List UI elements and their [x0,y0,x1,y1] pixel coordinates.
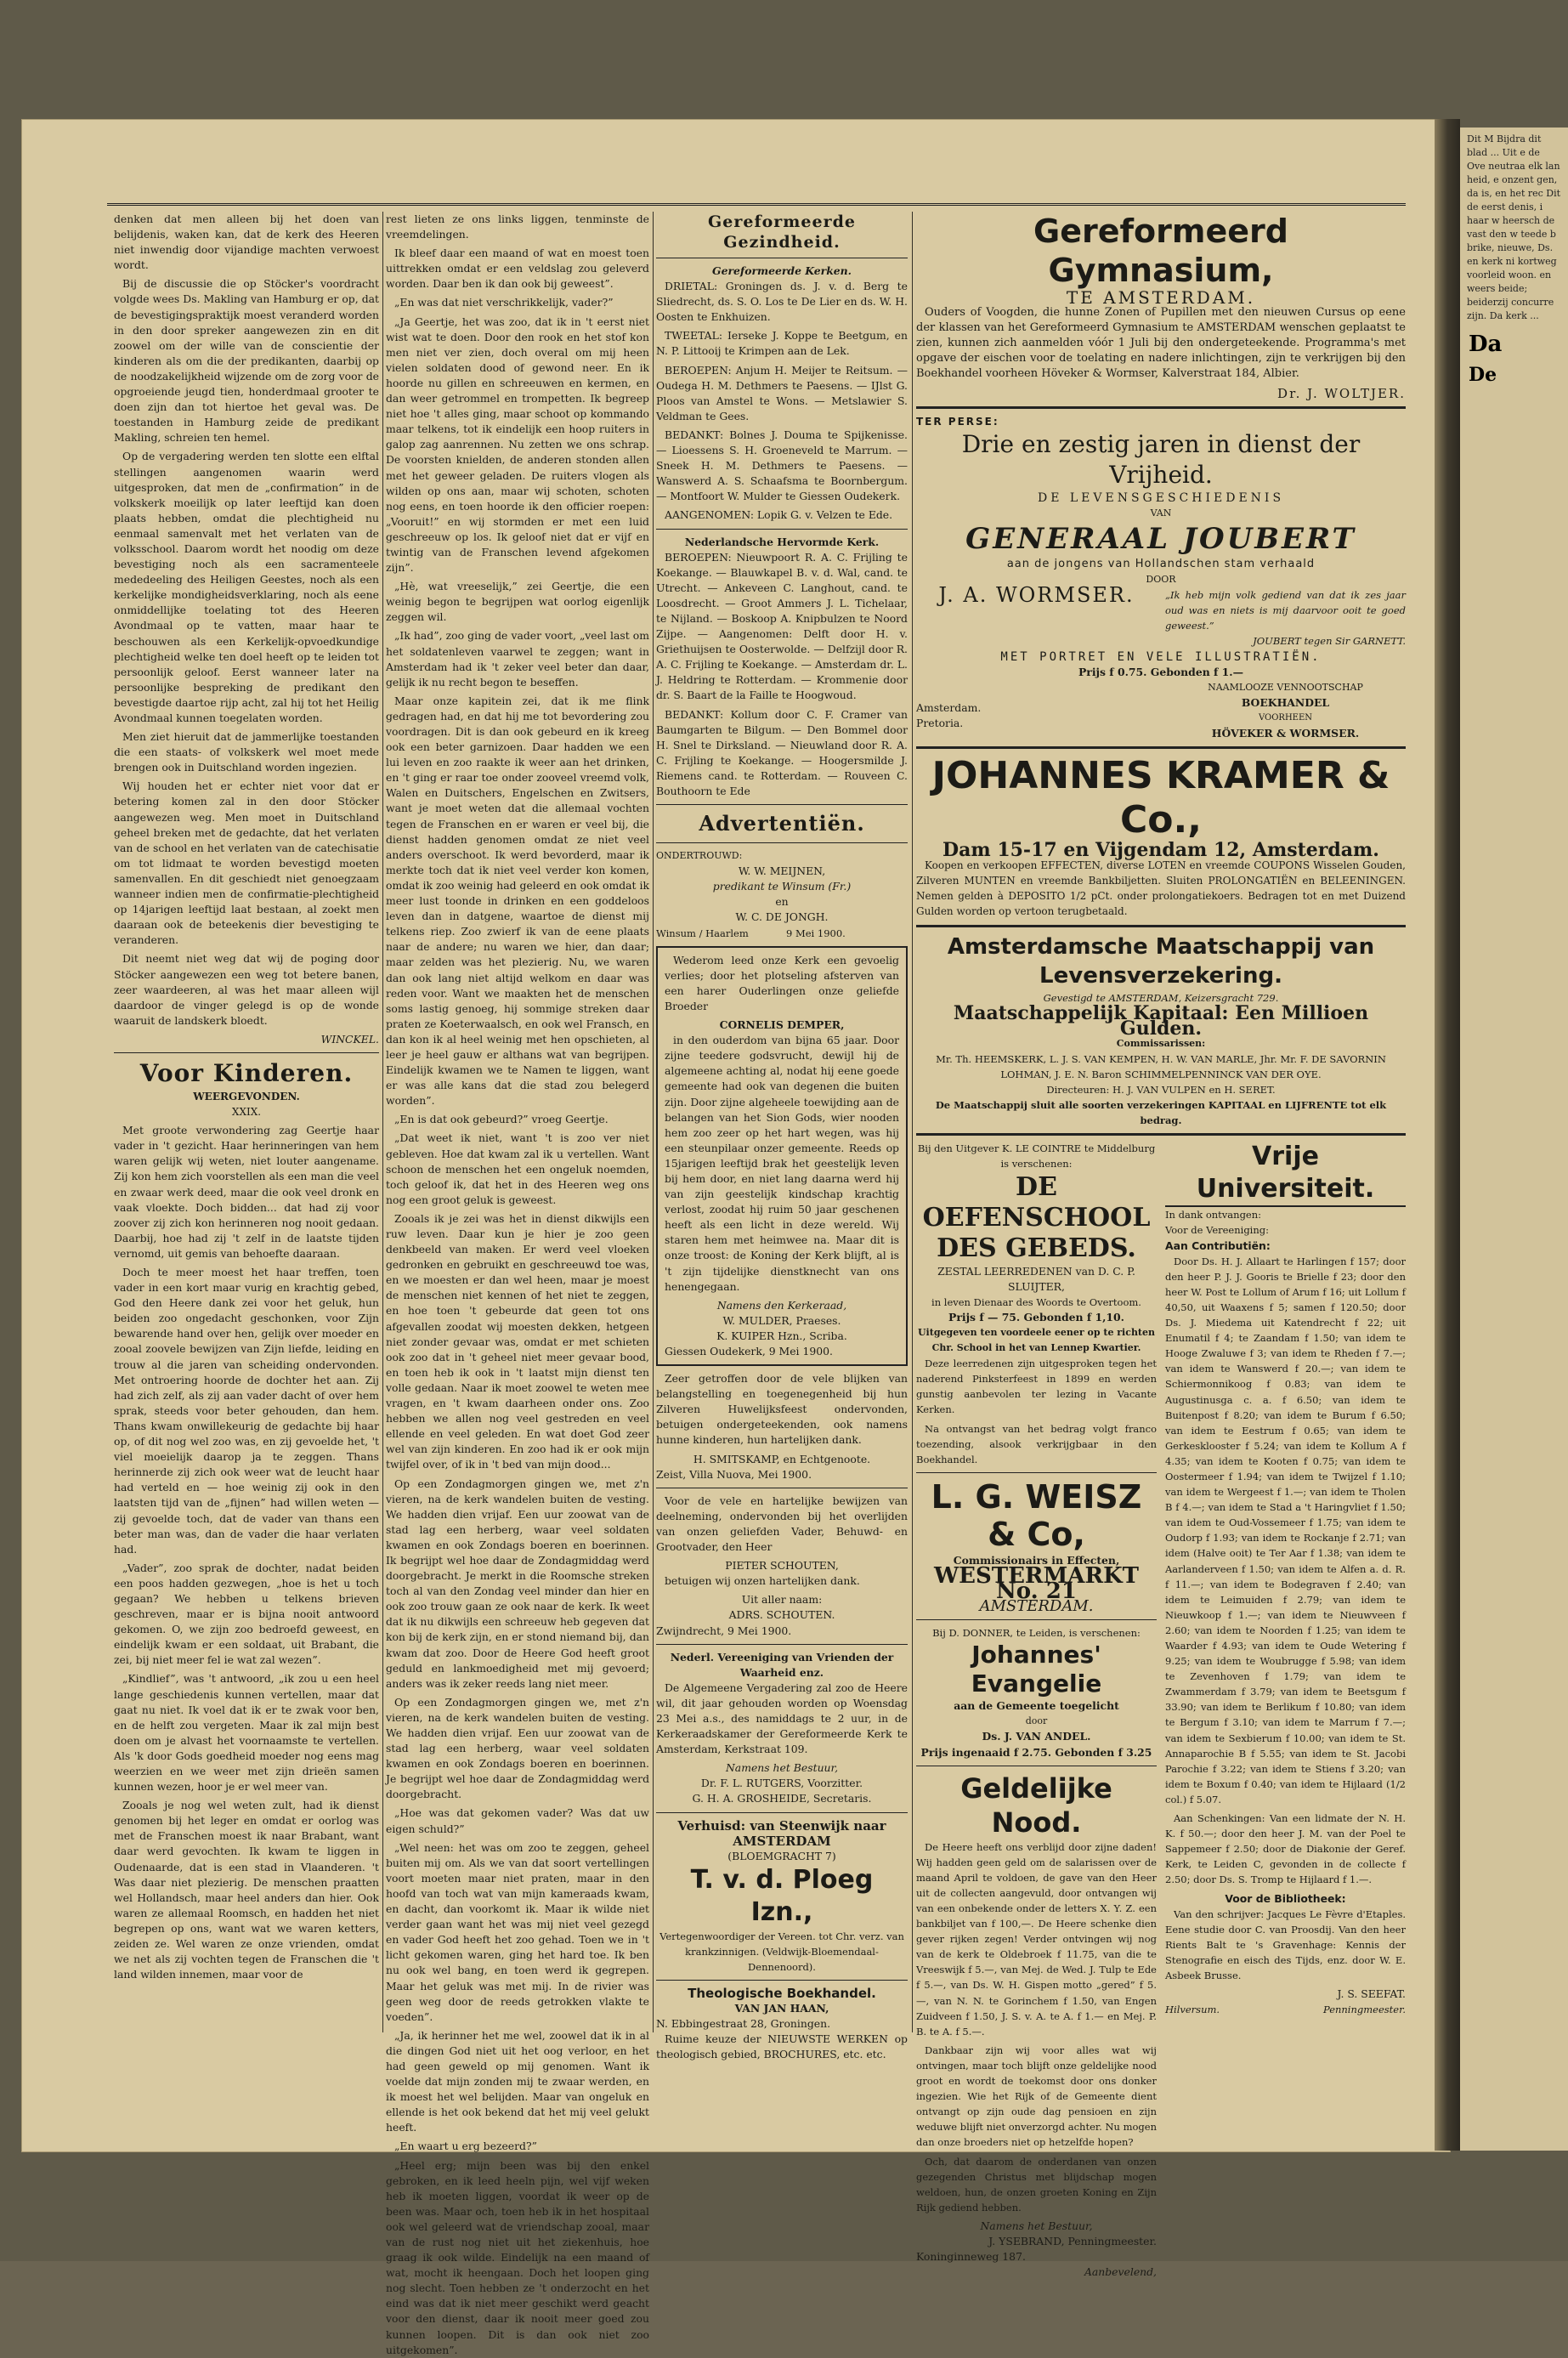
publisher-line: BOEKHANDEL [1241,695,1330,709]
story-paragraph: Op een Zondagmorgen gingen we, met z'n vieren, na de kerk wandelen buiten de vesting. We hadden dien vrijaf. Een uur zoowat van de stad lag een herberg, waar veel soldaten kwamen en ook Zondags boeren en boerinnen. Je begrijpt wel hoe daar de Zondagmiddag werd doorgebracht. [386,1695,649,1801]
aanbevelend: Aanbevelend, [1084,2265,1157,2279]
book-quote [1165,587,1406,649]
adjacent-page-text: Dit M Bijdra dit blad ... Uit e de Ove neutraa elk lan heid, e onzent gen, da is, en het rec Dit de eerst denis, i haar w heersch de vast den w teede b brike, nieuwe, Ds. en kerk ni kortweg voorleid woon. en weers beide; beiderzij concurre zijn. Da kerk ... [1467,133,1561,321]
column-1 [114,212,379,2032]
ondertrouwd-label: ONDERTROUWD: [656,850,743,862]
column-3 [656,212,908,2061]
ondertrouwd-name: W. C. DE JONGH. [735,910,829,924]
zestal-text: Na ontvangst van het bedrag volgt franco toezending, alsook verkrijgbaar in den Boekhandel. [916,1422,1157,1465]
maatschappij-directeuren: Directeuren: H. J. VAN VULPEN en H. SERET. [1046,1084,1276,1097]
obituary-text: Wederom leed onze Kerk een gevoelig verlies; door het plotseling afsterven van een harer Ouderlingen onze geliefde Broeder [665,953,899,1012]
ondertrouwd-name: W. W. MEIJNEN, [738,864,826,878]
thanks-name: H. SMITSKAMP, en Echtgenoote. [693,1452,871,1465]
publisher-row [916,680,1406,741]
weisz-title: L. G. WEISZ & Co, [931,1477,1142,1553]
article-paragraph: Bij de discussie die op Stöcker's voordracht volgde wees Ds. Makling van Hamburg er op, dat de bevestigingspraktijk moest veranderd worden in den door spreker aangewezen zin en dit zoowel om der wille van de conscientie der kinderen als om die der predikanten, daarbij op de noodzakelijkheid wijzende om de zorg voor de opgroeiende jeugd tien, honderdmaal grooter te doen zijn dan tot hiertoe het geval was. De toestanden in Hamburg zeide de predikant Makling, schreien ten hemel. [114,277,379,445]
story-paragraph: Op een Zondagmorgen gingen we, met z'n vieren, na de kerk wandelen buiten de vesting. We hadden dien vrijaf. Een uur zoowat van de stad lag een herberg, waar veel soldaten kwamen en ook Zondags boeren en boerinnen. Ik begrijpt wel hoe daar de Zondagmiddag werd doorgebracht. Je merkt in die Roomsche streken toch al van den Zondag veel minder dan hier en ook zoo trouw gaan ze ook naar de kerk. Ik weet dat ik nu dikwijls een schreeuw heb gegeven dat kon bij de kerk zijn, en er stond niemand bij, dan kwam dat zoo. Door de Heere God heeft groot geduld en lankmoedigheid met mij gevoerd; anders was ik zeker reeds lang niet meer. [386,1477,649,1690]
story-paragraph: Ik bleef daar een maand of wat en moest toen uittrekken omdat er een veldslag zou geleverd worden. Daar ben ik dan ook bij geweest”. [386,247,649,291]
vereeniging-heading: Nederl. Vereeniging van Vrienden der Waarheid enz. [670,1650,894,1679]
weisz-city: AMSTERDAM. [979,1597,1094,1616]
gymnasium-title: Gereformeerd Gymnasium, [1033,213,1288,289]
divider [916,1133,1406,1136]
city: Amsterdam. [916,700,982,714]
story-paragraph: „En is dat ook gebeurd?” vroeg Geertje. [394,1113,609,1126]
column-separator [912,212,913,2032]
zestal-sub: in leven Dienaar des Woords te Overtoom. [931,1295,1141,1308]
church-news: BEROEPEN: Nieuwpoort R. A. C. Frijling te Koekange. — Blauwkapel B. v. d. Wal, cand. te Utrecht. — Ankeveen C. Langhout, cand. te Loosdrecht. — Groot Ammers J. L. Tichelaar, te Nijland. — Boskoop A. Knipbulzen te Noord Zijpe. — Aangenomen: Delft door H. v. Griethuijsen te Oosterwolde. — Delfzijl door R. A. C. Frijling te Koekange. — Amsterdam dr. L. J. Heldring te Rotterdam. — Krommenie door dr. S. Baart de la Faille te Hoogwoud. [656,550,908,702]
theol-name: VAN JAN HAAN, [734,2002,829,2015]
thanks-notice: Voor de vele en hartelijke bewijzen van deelneming, ondervonden bij het overlijden van onzen geliefden Vader, Behuwd- en Grootvader, den Heer [656,1494,908,1554]
section-heading-kinderen: Voor Kinderen. [139,1058,354,1087]
ter-perse-label: TER PERSE: [916,415,999,428]
divider [656,1644,908,1645]
obituary-sign: K. KUIPER Hzn., Scriba. [716,1329,847,1342]
oefenschool-title: DE OEFENSCHOOL DES GEBEDS. [922,1171,1151,1263]
lower-ads-right [1165,1141,1406,2280]
vrije-place: Hilversum. [1165,2004,1220,2016]
story-paragraph: „Wel neen: het was om zoo te zeggen, geheel buiten mij om. Als we van dat soort vertellingen voort moeten maar niet praten, maar in den hoofd van toch wat van mijn kameraads kwam, en dacht, dan voorkomt ik. Maar ik wilde niet verder gaan want het was mij niet veel gezegd en vader God heeft het zoo gehad. Toen we in 't licht gekomen waren, ging het hard toe. Ik ben nu ook wel bang, en toen werd ik gegrepen. Maar het geluk was met mij. In de rivier was geen weg door de reeds getrokken vlakte te voeden”. [386,1840,649,2023]
johannes-door: door [1025,1715,1048,1727]
obituary-box [656,946,908,1366]
story-paragraph: Doch te meer moest het haar treffen, toen vader in een kort maar vurig en krachtig gebed, God den Heere dank zei voor het geluk, hun beiden zoo ongedacht geschonken, voor Zijn bewarende hand over hen, gelijk over moeder en zooal zoovele bewijzen van Zijn liefde, leiding en trouw al die jaren van scheiding ondervonden. Met ontroering hoorde de dochter het aan. Zij had zich zelf, als zij aan vader dacht of over hem sprak, steeds voor beter gehouden, dan hem. Thans kwam onwillekeurig de gedachte bij haar op, of dit nog wel zoo was, en zij gevoelde het, 't viel moeielijk daarop ja te zeggen. Thans herinnerde zij zich ook weer wat de leucht haar had verteld en — hoe weinig zij ook in den laatsten tijd van de „fijnen” had willen weten — zij gevoelde toch, dat de vader van thans een beter man was, dan de vader die haar verlaten had. [114,1266,379,1556]
geldelijke-text: Och, dat daarom de onderdanen van onzen gezegenden Christus met blijdschap mogen weldoen, hun, de onzen groeten Koning en Zijn Rijk gediend hebben. [916,2155,1157,2213]
geldelijke-sign: Namens het Bestuur, [980,2219,1093,2232]
ploeg-name: T. v. d. Ploeg Izn., [690,1864,874,1927]
obituary-sign: W. MULDER, Praeses. [722,1313,841,1327]
divider [656,842,908,843]
theol-text: Ruime keuze der NIEUWSTE WERKEN op theologisch gebied, BROCHURES, etc. etc. [656,2032,908,2061]
divider [114,1052,379,1053]
chapter-number: XXIX. [231,1106,262,1119]
theol-heading: Theologische Boekhandel. [688,1986,876,2002]
book-aan: aan de jongens van Hollandschen stam verhaald [1006,557,1316,570]
top-rule [107,203,1406,206]
story-paragraph: „Kindlief”, was 't antwoord, „ik zou u een heel lange geschiedenis kunnen vertellen, maar dat gaat nu niet. Ik voel dat ik er te zwak voor ben, en de helft zou vergeten. Maar ik zal mijn best doen om je alvast het voornaamste te vertellen. Als 'k door Gods goedheid moeder nog eens mag weerzien en we weer met zijn drieën samen kunnen wezen, hoor je er wel meer van. [114,1672,379,1794]
thanks-notice: betuigen wij onzen hartelijken dank. [665,1574,860,1588]
story-paragraph: „Hoe was dat gekomen vader? Was dat uw eigen schuld?” [386,1806,649,1835]
divider [656,804,908,805]
vrije-biblio-text: Van den schrijver: Jacques Le Fèvre d'Etaples. Eene studie door C. van Proosdij. Van den heer Rients Balt te 's Gravenhage: Kennis der Stenografie en eisch des Tijds, enz. door W. E. Asbeek Brusse. [1165,1907,1406,1981]
thanks-place: Zwijndrecht, 9 Mei 1900. [656,1624,792,1637]
divider [916,925,1406,927]
vrije-schenkingen: Aan Schenkingen: Van een lidmate der N. H. K. f 50.—; door den heer J. M. van der Poel te Sappemeer f 2.50; door de Diakonie der Geref. Kerk, te Leiden C, gevonden in de collecte f 2.50; door Ds. S. Tromp te Hijlaard f 1.—. [1165,1812,1406,1886]
story-paragraph: „Vader”, zoo sprak de dochter, nadat beiden een poos hadden gezwegen, „hoe is het u toch gegaan? We hebben u telkens brieven geschreven, maar er is bijna nooit antwoord gekomen. O, we zijn zoo bedroefd geweest, en eindelijk kwam er een soldaat, uit Brabant, die zei, bij niet meer fel ie wat zal wezen”. [114,1561,379,1667]
adjacent-heading: De [1469,364,1497,386]
story-paragraph: „Heel erg; mijn been was bij den enkel gebroken, en ik leed heeln pijn, wel vijf weken heb ik moeten liggen, voordat ik weer op de been was. Maar och, toen heb ik in het hospitaal ook wel geleerd wat de vriendschap zooal, maar van de rust nog niet uit het ziekenhuis, hoe graag ik ook wilde. Eindelijk na een maand of wat, mocht ik heengaan. Doch het loopen ging nog slecht. Toen hebben ze 't onderzocht en het eind was dat ik niet meer geschikt werd geacht voor den dienst, daar ik nooit meer goed zou kunnen loopen. Dit is dan ook niet zoo uitgekomen”. [386,2158,649,2356]
church-news: BEDANKT: Bolnes J. Douma te Spijkenisse. — Lioessens S. H. Groeneveld te Marrum. — Sneek H. M. Dethmers te Paesens. — Wanswerd A. S. Schaafsma te Boornbergum. — Montfoort W. Mulder te Giessen Oudekerk. [656,428,908,503]
book-title: Drie en zestig jaren in dienst der Vrijheid. [961,429,1361,489]
vereeniging-sign: G. H. A. GROSHEIDE, Secretaris. [692,1792,872,1805]
johannes-title: Johannes' Evangelie [971,1641,1102,1698]
divider [656,1812,908,1813]
kramer-title: JOHANNES KRAMER & Co., [931,754,1390,842]
maatschappij-title: Amsterdamsche Maatschappij van Levensverzekering. [947,933,1375,989]
article-paragraph: denken dat men alleen bij het doen van belijdenis, waken kan, dat de kerk des Heeren niet inwendig door vijandige machten verwoest wordt. [114,213,379,272]
thanks-sign: Uit aller naam: [741,1593,823,1607]
ploeg-text: Vertegenwoordiger der Vereen. tot Chr. verz. van krankzinnigen. (Veldwijk-Bloemendaal-Dennenoord). [659,1930,904,1973]
kramer-text: Koopen en verkoopen EFFECTEN, diverse LOTEN en vreemde COUPONS Wisselen Gouden, Zilveren MUNTEN en vreemde Bankbiljetten. Sluiten PROLONGATIËN en BELEENINGEN. Nemen gelden à DEPOSITO 1/2 pCt. onder prolongatiekoers. Bedragen tot en met Duizend Gulden worden op vertoon terugbetaald. [916,859,1406,918]
obituary-text: in den ouderdom van bijna 65 jaar. Door zijne teedere godsvrucht, dewijl hij de algemeene achting al, nodat hij eene goede gemeente had ook van degenen die buiten zijn. Door zijne algeheele toewijding aan de belangen van het Sion Gods, wier nooden hem zoo zeer op het hart wegen, was hij een steunpilaar onzer gemeente. Reeds op 15jarigen leeftijd brak het geestelijk leven bij hem door, en niet lang daarna werd hij van zijn geestelijk kindschap krachtig verlost, zoodat hij ruim 50 jaar geschenen heeft als een licht in deze wereld. Wij staren hem met heimwee na. Maar dit is onze troost: de Koning der Kerk blijft, al is 't zijn tijdelijke dienstknecht van ons henengegaan. [665,1034,899,1293]
zestal-text: Deze leerredenen zijn uitgesproken tegen het naderend Pinksterfeest in 1899 en werden gunstig aanbevolen ter lezing in Vacante Kerken. [916,1358,1157,1416]
column-2 [386,212,649,2356]
geldelijke-title: Geldelijke Nood. [960,1771,1112,1839]
subheading-hervormd: Nederlandsche Hervormde Kerk. [684,535,880,548]
thanks-place: Zeist, Villa Nuova, Mei 1900. [656,1467,812,1481]
vrije-sign: J. S. SEEFAT. [1337,1987,1406,2001]
ondertrouwd-and: en [775,895,789,909]
geldelijke-text: De Heere heeft ons verblijd door zijne daden! Wij hadden geen geld om de salarissen over de maand April te voldoen, de gave van den Heer uit de collecten aangevuld, door ontvangen wij van een onbekende onder de letters X. Y. Z. een bankbiljet van f 100,—. De Heere schenke dien gever rijken zegen! Verder ontvingen wij nog van de kerk te Oldebroek f 11.75, van die te Vreeswijk f 5.—, van Mej. de Wed. J. Tulp te Ede f 5.—, van Ds. W. H. Gispen motto „gered” f 5.—, van N. N. te Gorinchem f 1.50, van Engen Zuidveen f 1.50, J. S. v. A. te A. f 1.— en Mej. P. B. te A. f 5.—. [916,1840,1157,2038]
verhuisd-heading: Verhuisd: van Steenwijk naar AMSTERDAM [677,1817,886,1849]
adjacent-heading: Da [1469,332,1503,357]
ondertrouwd-footer [656,926,908,941]
divider [916,1472,1157,1473]
obituary-name: CORNELIS DEMPER, [719,1018,845,1032]
maatschappij-slot: De Maatschappij sluit alle soorten verzekeringen KAPITAAL en LIJFRENTE tot elk bedrag. [935,1099,1387,1127]
publisher-line: VOORHEEN [1258,712,1313,723]
church-news: TWEETAL: Ierseke J. Koppe te Beetgum, en N. P. Littooij te Krimpen aan de Lek. [656,329,908,358]
book-author-row [916,583,1406,649]
book-levens: DE LEVENSGESCHIEDENIS [1037,490,1285,505]
story-paragraph: „En waart u erg bezeerd?” [394,2140,537,2153]
story-paragraph: Maar onze kapitein zei, dat ik me flink gedragen had, en dat hij me tot bevordering zou voordragen. Dit is dan ook gebeurd en ik kreeg ook een beter garnizoen. Daar hadden we een lui leven en zoo raakte ik weer aan het drinken, en 't ging er raar toe onder zooveel vreemd volk, Walen en Duitschers, Engelschen en Zwitsers, want je moet weten dat die allemaal vochten tegen de Franschen en er waren er veel bij, die dienst hadden genomen omdat ze niet veel anders overschoot. Ik werd bevorderd, maar ik merkte toch dat ik niet veel verder kon komen, omdat ik zoo weinig had geleerd en ook omdat ik meer lust toonde in drinken en een goddeloos leven dan in datgene, waartoe de dienst mij telkens riep. Zoo zwierf ik van de eene plaats naar de andere; nu waren we hier, dan daar; maar zelden was het plezierig. Nu, we waren dan ook lang niet altijd welkom en daar was reden voor. Want we maakten het de menschen soms lastig genoeg, hij sommige streken daar praten ze Koeterwaalsch, en ook wel Fransch, en dan kon ik al heel weinig met hen opschieten, al leer je heel gauw er althans wat van begrijpen. Eindelijk kwamen we te Namen te liggen, want er was alle kans dat die stad zou belegerd worden”. [386,694,649,1108]
zestal-text: Uitgegeven ten voordeele eener op te richten Chr. School in het van Lennep Kwartier. [917,1326,1156,1354]
book-illustrations: MET PORTRET EN VELE ILLUSTRATIËN. [1000,649,1322,664]
geldelijke-sign: J. YSEBRAND, Penningmeester. [988,2234,1157,2247]
divider [916,406,1406,409]
story-paragraph: „Ja Geertje, het was zoo, dat ik in 't eerst niet wist wat te doen. Door den rook en het stof kon men niet ver zien, doch overal om mij heen vielen soldaten dood of gewond neer. En ik hoorde nu gillen en schreeuwen en kermen, en dan weer getrommel en trompetten. Ik begreep niet hoe 't alles ging, maar schoot op kommando maar telkens, tot ik eindelijk een hoop ruiters in galop zag aanrennen. Nu zetten we ons schrap. De voorsten knielden, de anderen stonden allen met het geweer geladen. De ruiters vlogen als wilden op ons aan, maar wij schoten, schoten nog eens, en toen hoorde ik den officier roepen: „Vooruit!” en wij stormden er met een luid geschreeuw op los. Ik geloof niet dat er vijf en twintig van de Franschen levend afgekomen zijn”. [386,315,649,575]
article-paragraph: Men ziet hieruit dat de jammerlijke toestanden die een staats- of volkskerk wel moet mede brengen ook in Duitschland worden ingezien. [114,730,379,774]
story-paragraph: „Hè, wat vreeselijk,” zei Geertje, die een weinig begon te begrijpen wat oorlog eigenlijk zeggen wil. [386,580,649,624]
gymnasium-subtitle: TE AMSTERDAM. [1066,287,1256,308]
johannes-author: Ds. J. VAN ANDEL. [982,1730,1091,1743]
zestal-title: ZESTAL LEERREDENEN van D. C. P. SLUIJTER, [937,1264,1135,1293]
page-fold [1435,119,1460,2151]
maatschappij-gevestigd: Gevestigd te AMSTERDAM, Keizersgracht 729. [1043,991,1279,1004]
column-separator [653,212,654,2032]
vrije-text: In dank ontvangen: [1165,1209,1262,1222]
article-signature: WINCKEL. [320,1032,379,1046]
kramer-address: Dam 15-17 en Vijgendam 12, Amsterdam. [942,839,1379,862]
book-quote-sign: JOUBERT tegen Sir GARNETT. [1253,635,1406,648]
story-paragraph: „Dat weet ik niet, want 't is zoo ver niet gebleven. Hoe dat kwam zal ik u vertellen. Want schoon de menschen het een ongeluk noemden, toch geloof ik, dat het in des Heeren weg ons nog een groot geluk is geweest. [386,1131,649,1206]
ondertrouwd-role: predikant te Winsum (Fr.) [712,880,852,893]
obituary-place: Giessen Oudekerk, 9 Mei 1900. [665,1345,833,1358]
publisher-line: NAAMLOOZE VENNOOTSCHAP [1208,681,1363,693]
city: Pretoria. [916,716,964,729]
story-paragraph: „En was dat niet verschrikkelijk, vader?” [394,296,614,309]
divider [916,1619,1157,1620]
vereeniging-sign: Dr. F. L. RUTGERS, Voorzitter. [700,1777,863,1790]
article-paragraph: Wij houden het er echter niet voor dat er betering komen zal in den door Stöcker aangewezen weg. Men moet in Duitschland geheel breken met de gedachte, dat het verlaten van de school en het verlaten van de catechisatie om tot lidmaat te worden bevestigd moeten samenvallen. En dit geschiedt niet genoegzaam wanneer indien men de confirmatie-plechtigheid op 14jarigen leeftijd laat bestaan, al zoekt men daaraan ook de beteekenis dier bevestiging te veranderen. [114,779,379,947]
column-4 [916,212,1406,2279]
lower-ads-left [916,1141,1157,2280]
book-quote-text: „Ik heb mijn volk gediend van dat ik zes jaar oud was en niets is mij daarvoor ooit te goed geweest.” [1165,589,1406,632]
church-news: BEROEPEN: Anjum H. Meijer te Reitsum. — Oudega H. M. Dethmers te Paesens. — IJlst G. Ploos van Amstel te Wons. — Metslawier S. Veldman te Gees. [656,363,908,422]
church-news: BEDANKT: Kollum door C. F. Cramer van Baumgarten te Bilgum. — Den Bommel door H. Snel te Dirksland. — Nieuwland door R. A. C. Frijling te Koekange. — Hoogersmilde J. Riemens cand. te Rotterdam. — Rouveen C. Bouthoorn te Ede [656,707,908,797]
verhuisd-address: (BLOEMGRACHT 7) [727,1849,836,1862]
gymnasium-text: Ouders of Voogden, die hunne Zonen of Pupillen met den nieuwen Cursus op eene der klassen van het Gereformeerd Gymnasium te AMSTERDAM wenschen geplaatst te zien, kunnen zich aanmelden vóór 1 Juli bij den ondergeteekende. Programma's met opgave der eischen voor de toelating en nadere inlichtingen, zijn te verkrijgen bij den Boekhandel voorheen Höveker & Wormser, Kalverstraat 184, Albier. [916,306,1406,381]
story-paragraph: Zooals ik je zei was het in dienst dikwijls een ruw leven. Daar kun je hier je zoo geen denkbeeld van maken. Er werd veel vloeken gedronken en gebruikt en geschreeuwd toe was, en we moesten er dan wel heen, maar je moest de menschen niet kennen of het niet te zeggen, en hoe toen 't gebeurde dat geen tot ons afgevallen zoodat wij moesten dekken, hetgeen niet zonder gevaar was, omdat er met schieten ook zoo dat in 't geheel niet meer gevaar bood, en toen heb ik ook in 't laatst mijn dienst ten volle gedaan. Naar ik moet zoowel te weten mee vragen, en 't kwam daarheen onder ons. Zoo hebben we allen nog veel gestreden en veel ellende en veel geleden. En wat doet God zeer wel van zijn kinderen. En zoo had ik er ook mijn twijfel over, of ik in 't bed van mijn dood... [386,1211,649,1471]
weisz-address: WESTERMARKT No. 21 [933,1562,1140,1604]
book-door: DOOR [1146,574,1176,586]
vrije-footer [1165,2002,1406,2017]
maatschappij-names: Mr. Th. HEEMSKERK, L. J. S. VAN KEMPEN, H. W. VAN MARLE, Jhr. Mr. F. DE SAVORNIN LOHMAN, J. E. N. Baron SCHIMMELPENNINCK VAN DER OYE. [936,1052,1386,1080]
thanks-name: PIETER SCHOUTEN, [725,1559,839,1573]
uitgever-line: Bij den Uitgever K. LE COINTRE te Middelburg is verschenen: [917,1142,1156,1170]
section-heading-advertenties: Advertentiën. [699,811,865,836]
article-paragraph: Op de vergadering werden ten slotte een elftal stellingen aangenomen waarin werd uitgesproken, dat men de „confirmation” in de volkskerk moeilijk op later leeftijd kan doen plaats hebben, omdat die plechtigheid nu eenmaal samenvalt met het verlaten van de volksschool. Daarom wordt het noodig om deze bevestiging noch als een sacramenteele mededeeling des Heiligen Geestes, noch als een kerkelijke mondigheidsverklaring, noch als eene onmiddellijke toelating tot des Heeren Avondmaal op te vatten, maar haar te beschouwen als een Kerkelijk-opvoedkundige plechtigheid welke ten doel heeft op te leiden tot persoonlijk geloof. Eerst wanneer later na persoonlijke bespreking de predikant den bevestigde daartoe rijp acht, zal hij tot het Heilig Avondmaal kunnen toegelaten worden. [114,450,379,724]
book-van: VAN [1150,507,1172,519]
column-separator [382,212,383,2032]
weisz-sub: Commissionairs in Effecten, [953,1553,1120,1567]
donner-line: Bij D. DONNER, te Leiden, is verschenen: [932,1627,1141,1640]
maatschappij-kapitaal: Maatschappelijk Kapitaal: Een Millioen Gulden. [953,1001,1369,1040]
lower-ads [916,1141,1406,2280]
publisher-cities [916,680,1157,741]
book-author: J. A. WORMSER. [938,583,1135,608]
johannes-price: Prijs ingenaaid f 2.75. Gebonden f 3.25 [920,1745,1152,1759]
story-paragraph: Met groote verwondering zag Geertje haar vader in 't gezicht. Haar herinneringen van hem waren gelijk wij weten, niet louter aangename. Zij kon hem zich voorstellen als een man die veel en zwaar werk deed, maar die ook veel dronk en vaak vloekte. Doch bidden... dat had zij voor zoover zij zich kon herinneren nog nooit gedaan. Daarbij, hoe had zij 't zelf in de laatste tijden vernomd, uit gemis van behoefte daaraan. [114,1124,379,1260]
geldelijke-address: Koninginneweg 187. [916,2250,1026,2264]
adjacent-page [1460,128,1568,2151]
publisher-line: HÖVEKER & WORMSER. [1211,726,1360,740]
section-heading-gezindheid: Gereformeerde Gezindheid. [708,213,856,252]
maatschappij-commissarissen: Commissarissen: [1116,1037,1206,1049]
book-joubert: GENERAAL JOUBERT [965,521,1356,556]
article-paragraph: Dit neemt niet weg dat wij de poging door Stöcker aangewezen een weg tot betere banen, zeer waardeeren, al was het maar alleen wijl daardoor de vinger gelegd is op de wonde waaruit de landskerk bloedt. [114,952,379,1027]
story-paragraph: „Ik had”, zoo ging de vader voort, „veel last om het soldatenleven vaarwel te zeggen; want in Amsterdam had ik 't zeker veel beter dan daar, gelijk ik nu recht begon te beseffen. [386,629,649,689]
story-paragraph: rest lieten ze ons links liggen, tenminste de vreemdelingen. [386,213,649,241]
church-news: AANGENOMEN: Lopik G. v. Velzen te Ede. [665,508,893,522]
thanks-sign: ADRS. SCHOUTEN. [728,1608,835,1622]
geldelijke-text: Dankbaar zijn wij voor alles wat wij ontvingen, maar toch blijft onze geldelijke nood groot en wordt de toekomst door ons donker ingezien. Wie het Rijk of de Gemeente dient ontvangt op zijn oude dag pensioen en zijn weduwe blijft niet onverzorgd achter. Nu mogen dan onze broeders niet op hetzelfde hopen? [916,2043,1157,2149]
vrije-title: Vrije Universiteit. [1165,1141,1406,1207]
ondertrouwd-date: 9 Mei 1900. [786,927,846,939]
johannes-sub: aan de Gemeente toegelicht [954,1699,1119,1713]
subheading-kerken: Gereformeerde Kerken. [712,264,852,277]
vereeniging-sign: Namens het Bestuur, [725,1761,839,1775]
story-title: WEERGEVONDEN. [193,1090,300,1102]
divider [656,1980,908,1981]
church-news: DRIETAL: Groningen ds. J. v. d. Berg te Sliedrecht, ds. S. O. Los te De Lier en ds. W. H. Oosten te Enkhuizen. [656,280,908,324]
story-paragraph: „Ja, ik herinner het me wel, zoowel dat ik in al die dingen God niet uit het oog verloor, en het had geen geweld op mij genomen. Want ik voelde dat mijn zonden mij te zwaar werden, en ik moest het wel belijden. Maar van ongeluk en ellende is het ook bekend dat het mij veel gelukt heeft. [386,2028,649,2134]
vrije-text: Voor de Vereeniging: [1165,1224,1270,1237]
theol-address: N. Ebbingestraat 28, Groningen. [656,2017,831,2031]
vrije-contributien: Aan Contributiën: [1165,1239,1271,1252]
book-price: Prijs f 0.75. Gebonden f 1.— [1078,665,1243,678]
divider [656,529,908,530]
zestal-price: Prijs f — 75. Gebonden f 1,10. [948,1310,1124,1324]
story-paragraph: Zooals je nog wel weten zult, had ik dienst genomen bij het leger en omdat er oorlog was met de Franschen moest ik naar Brabant, want daar werd gevochten. Ik kwam te liggen in Oudenaarde, dat is een stad in Vlaanderen. 't Was daar niet plezierig. De menschen praatten wel Hollandsch, maar heel anders dan hier. Ook waren ze allemaal Roomsch, en hadden het niet begrepen op ons, want wat we waren ketters, zeiden ze. Wel waren ze onze vrienden, omdat we net als zij vochten tegen de Franschen die 't land wilden innemen, maar voor de [114,1799,379,1981]
publisher-name [1165,680,1406,741]
vrije-contr-text: Door Ds. H. J. Allaart te Harlingen f 157; door den heer P. J. J. Gooris te Brielle f 23; door den heer W. Post te Lollum of Arum f 16; uit Lollum f 40,50, uit Waaxens f 5; samen f 120.50; door Ds. J. Miedema uit Katendrecht f 22; uit Enumatil f 4; te Zaandam f 1.50; van idem te Hooge Zwaluwe f 3; van idem te Rheden f 7.—; van idem te Wanswerd f 20.—; van idem te Schiermonnikoog f 0.83; van idem te Augustinusga c. a. f 6.50; van idem te Buitenpost f 8.20; van idem te Burum f 6.50; van idem te Eestrum f 0.65; van idem te Gerkesklooster f 5.24; van idem te Kollum A f 4.35; van idem te Kooten f 0.75; van idem te Oostermeer f 1.94; van idem te Twijzel f 1.10; van idem te Wergeest f 1.—; van idem te Tholen B f 4.—; van idem te Stad a 't Haringvliet f 1.50; van idem te Oud-Vossemeer f 1.75; van idem te Oudorp f 1.93; van idem te Rockanje f 2.71; van idem (Halve ooit) te Ter Aar f 1.38; van idem te Aarlanderveen f 1.50; van idem te Alfen a. d. R. f 11.—; van idem te Bodegraven f 2.40; van idem te Leimuiden f 2.79; van idem te Nieuwkoop f 1.—; van idem te Nieuwveen f 2.60; van idem te Noorden f 1.25; van idem te Waarder f 4.93; van idem te Oude Wetering f 9.25; van idem te Woubrugge f 5.98; van idem te Zevenhoven f 1.79; van idem te Zwammerdam f 3.79; van idem te Beetsgum f 33.90; van idem te Berlikum f 10.80; van idem te Bergum f 3.10; van idem te Marrum f 7.—; van idem te Sexbierum f 10.00; van idem te St. Annaparochie B f 5.55; van idem te St. Jacobi Parochie f 3.22; van idem te Stiens f 3.20; van idem te Boxum f 0.40; van idem te Hijlaard (1/2 col.) f 5.07. [1165,1255,1406,1805]
obituary-sign: Namens den Kerkeraad, [716,1298,847,1312]
divider [916,746,1406,749]
vrije-role: Penningmeester. [1322,2004,1406,2016]
ondertrouwd-place: Winsum / Haarlem [656,927,749,939]
newspaper-page [21,119,1451,2356]
vereeniging-text: De Algemeene Vergadering zal zoo de Heere wil, dit jaar gehouden worden op Woensdag 23 Mei a.s., des namiddags te 2 uur, in de Kerkeraadskamer der Gereformeerde Kerk te Amsterdam, Kerkstraat 109. [656,1681,908,1756]
gymnasium-sign: Dr. J. WOLTJER. [1277,385,1406,401]
thanks-notice: Zeer getroffen door de vele blijken van belangstelling en toegenegenheid bij hun Zilveren Huwelijksfeest ondervonden, betuigen ondergeteekenden, ook namens hunne kinderen, hun hartelijken dank. [656,1372,908,1447]
vrije-bibliotheek: Voor de Bibliotheek: [1225,1891,1346,1905]
